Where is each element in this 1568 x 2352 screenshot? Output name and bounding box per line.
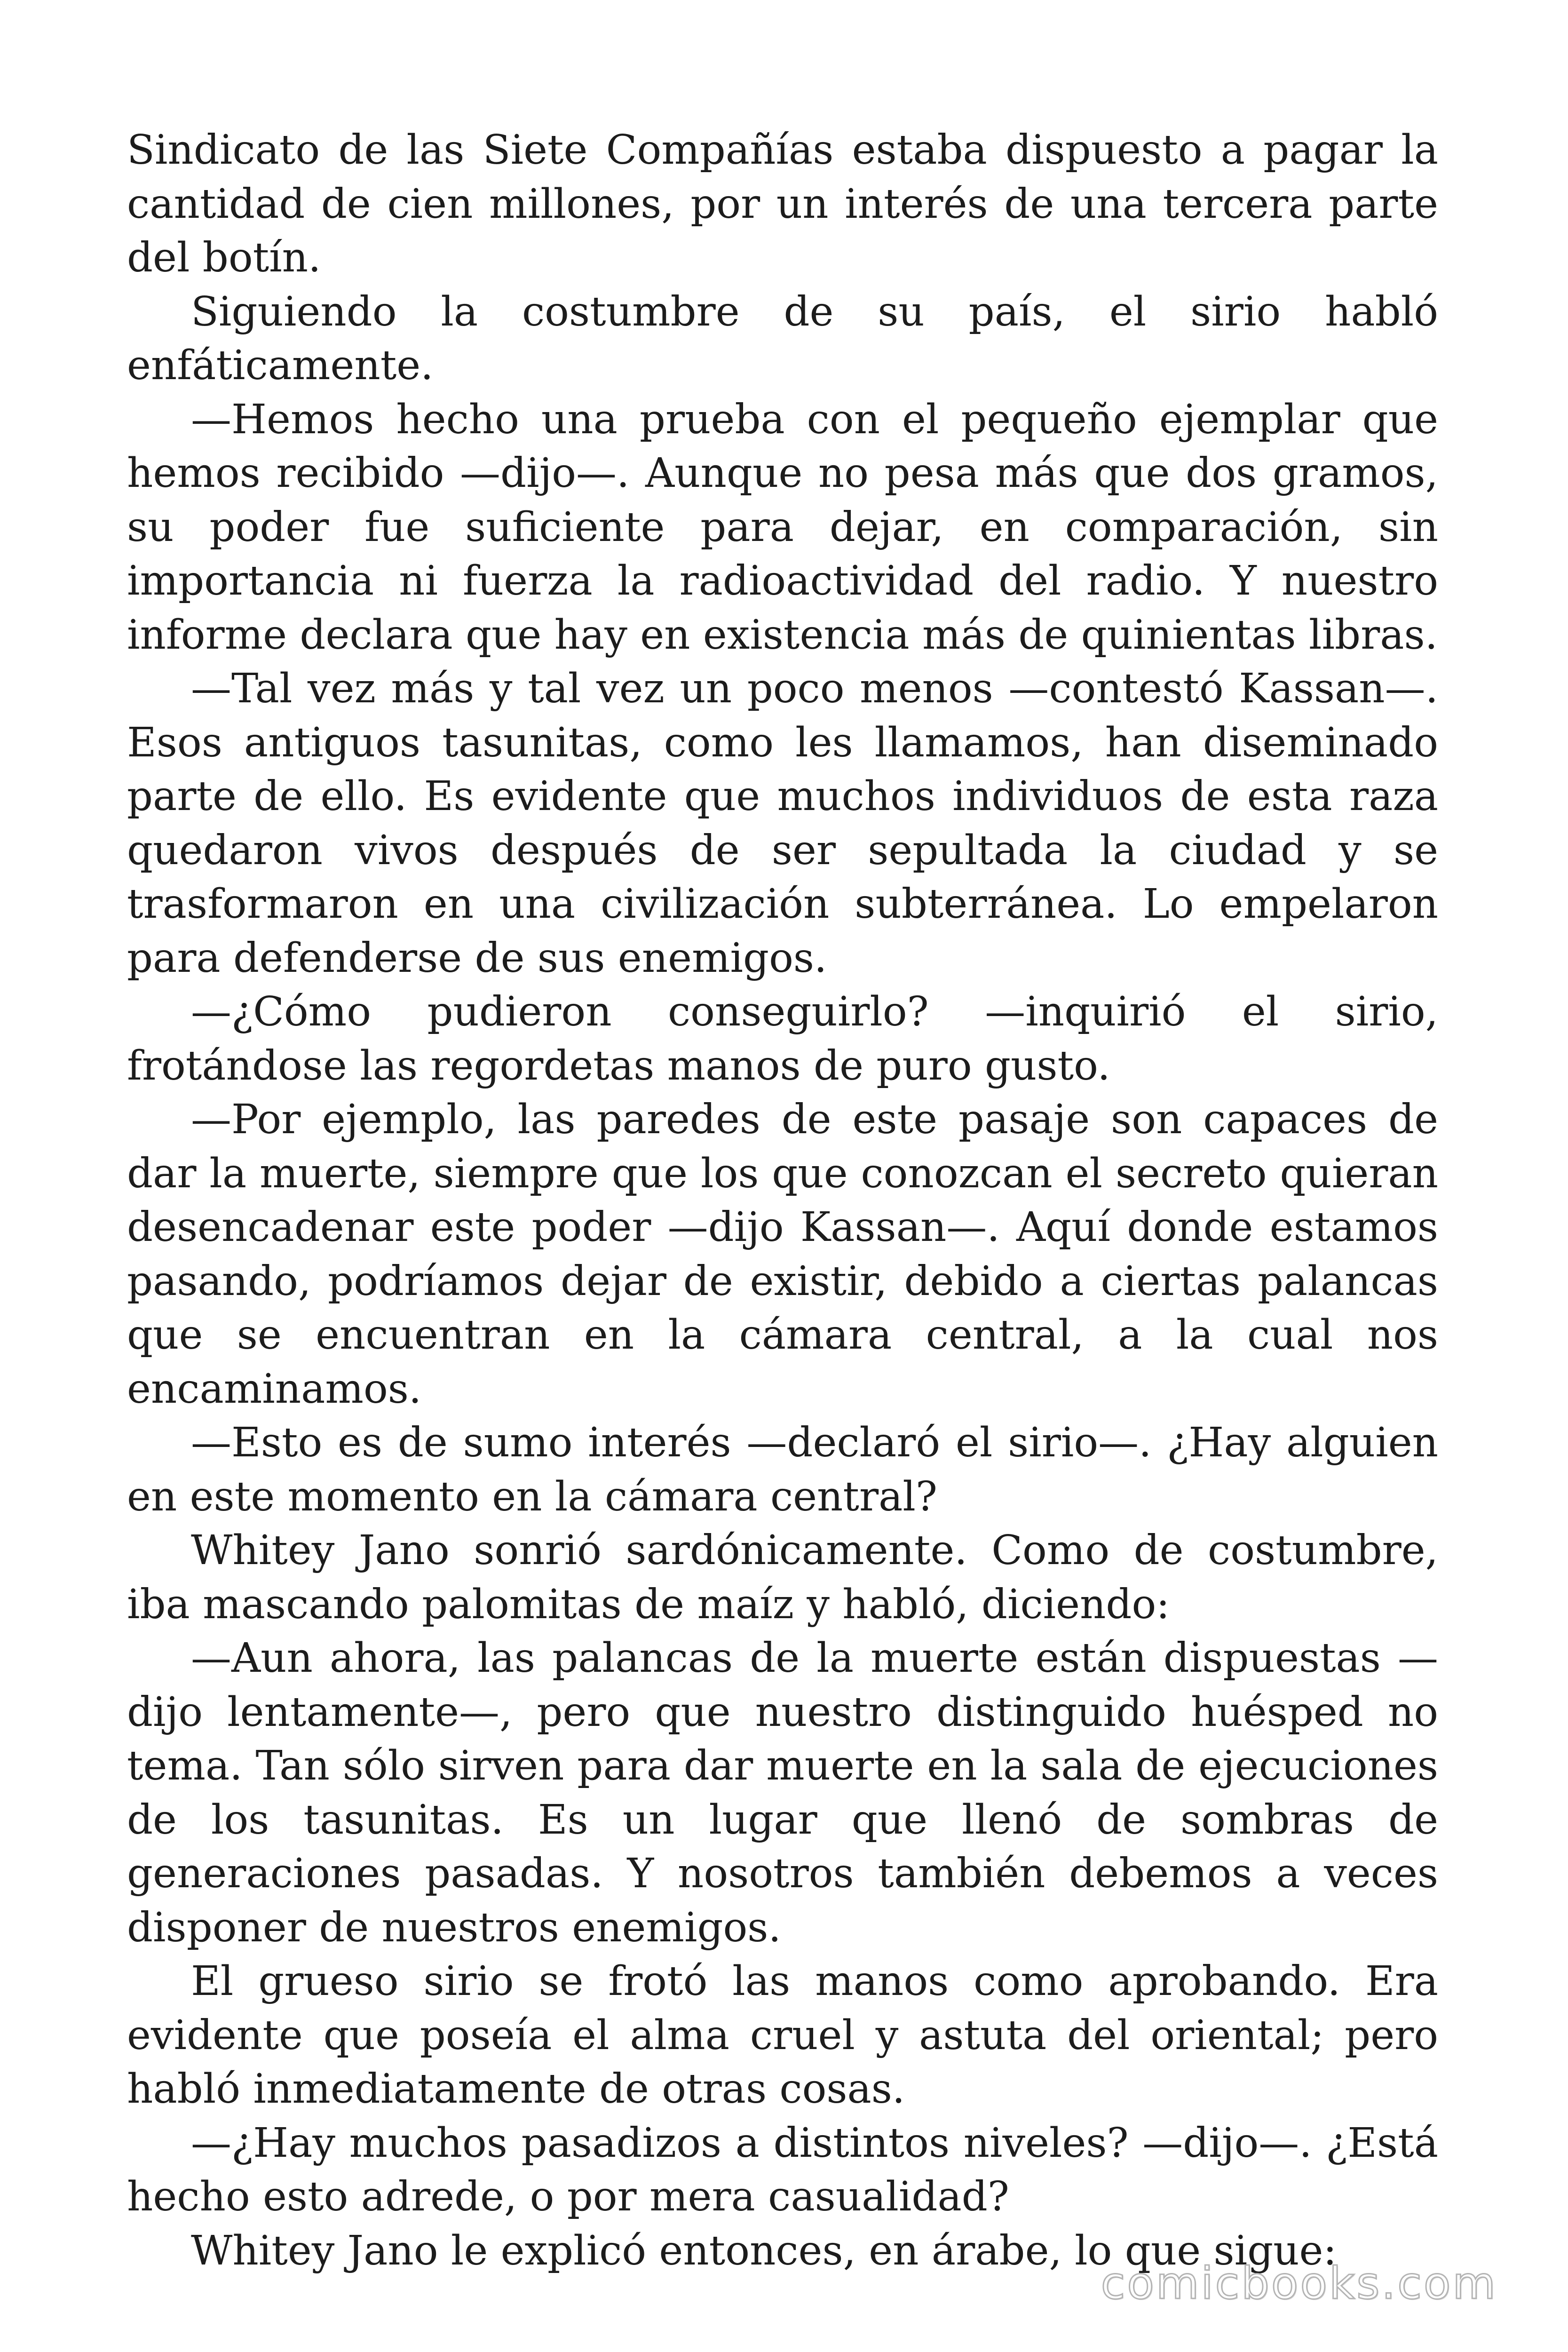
paragraph-12: Whitey Jano le explicó entonces, en árabe, lo que sigue: (191, 2227, 1337, 2274)
page-text (127, 123, 1438, 2278)
paragraph-7: —Esto es de sumo interés —declaró el sirio—. ¿Hay alguien en este momento en la cámara central? (127, 1419, 1438, 1520)
paragraph-4: —Tal vez más y tal vez un poco menos —contestó Kassan—. Esos antiguos tasunitas, como les llamamos, han diseminado parte de ello. Es evidente que muchos individuos de esta raza quedaron vivos después de ser sepultada la ciudad y se trasformaron en una civilización subterránea. Lo empelaron para defenderse de sus enemigos. (127, 665, 1438, 982)
watermark: comicbooks.com (1101, 2258, 1497, 2309)
paragraph-6: —Por ejemplo, las paredes de este pasaje son capaces de dar la muerte, siempre que los que conozcan el secreto quieran desencadenar este poder —dijo Kassan—. Aquí donde estamos pasando, podríamos dejar de existir, debido a ciertas palancas que se encuentran en la cámara central, a la cual nos encaminamos. (127, 1096, 1438, 1413)
paragraph-5: —¿Cómo pudieron conseguirlo? —inquirió el sirio, frotándose las regordetas manos de puro gusto. (127, 988, 1438, 1089)
paragraph-3: —Hemos hecho una prueba con el pequeño ejemplar que hemos recibido —dijo—. Aunque no pesa más que dos gramos, su poder fue suficiente para dejar, en comparación, sin importancia ni fuerza la radioactividad del radio. Y nuestro informe declara que hay en existencia más de quinientas libras. (127, 396, 1438, 659)
paragraph-9: —Aun ahora, las palancas de la muerte están dispuestas —dijo lentamente—, pero que nuestro distinguido huésped no tema. Tan sólo sirven para dar muerte en la sala de ejecuciones de los tasunitas. Es un lugar que llenó de sombras de generaciones pasadas. Y nosotros también debemos a veces disponer de nuestros enemigos. (127, 1635, 1438, 1951)
paragraph-1: Sindicato de las Siete Compañías estaba dispuesto a pagar la cantidad de cien millones, por un interés de una tercera parte del botín. (127, 127, 1438, 281)
paragraph-2: Siguiendo la costumbre de su país, el sirio habló enfáticamente. (127, 288, 1438, 389)
paragraph-8: Whitey Jano sonrió sardónicamente. Como de costumbre, iba mascando palomitas de maíz y habló, diciendo: (127, 1527, 1438, 1628)
paragraph-11: —¿Hay muchos pasadizos a distintos niveles? —dijo—. ¿Está hecho esto adrede, o por mera casualidad? (127, 2119, 1438, 2220)
paragraph-10: El grueso sirio se frotó las manos como aprobando. Era evidente que poseía el alma cruel y astuta del oriental; pero habló inmediatamente de otras cosas. (127, 1958, 1438, 2113)
